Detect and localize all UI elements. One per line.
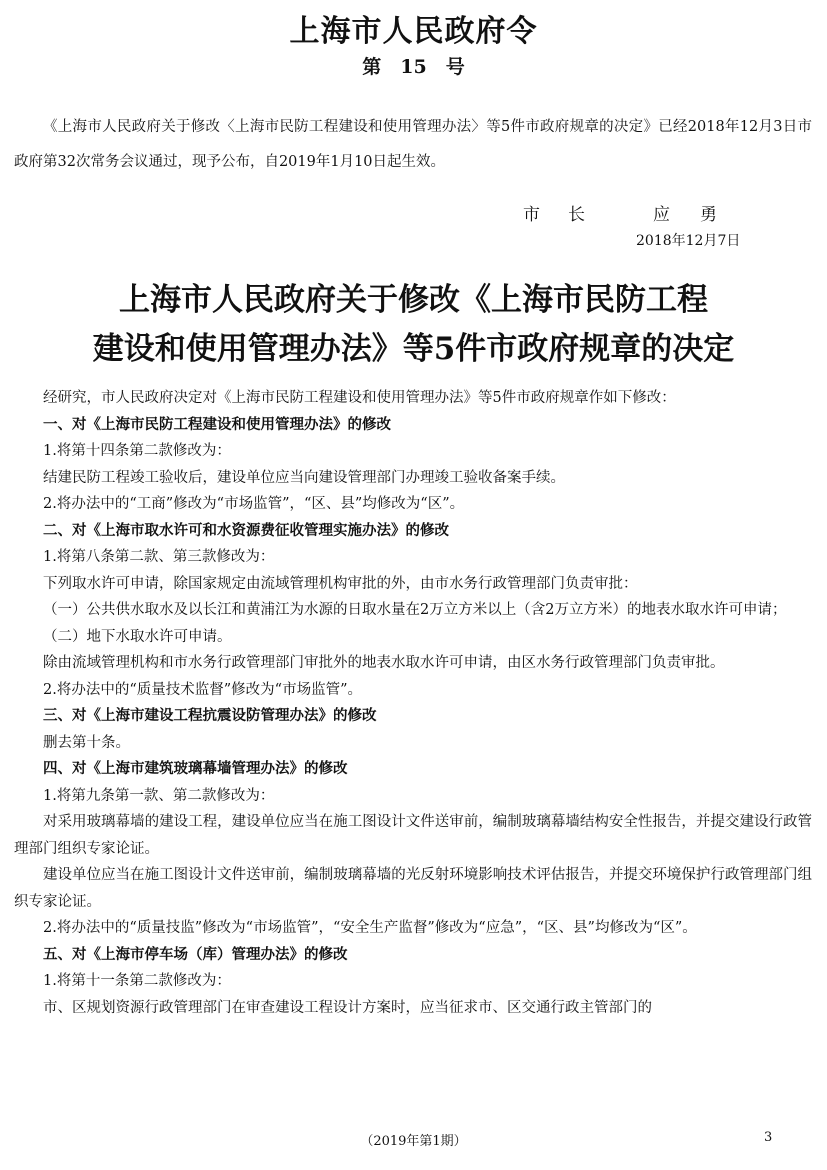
promulgation-paragraph: 《上海市人民政府关于修改〈上海市民防工程建设和使用管理办法〉等5件市政府规章的决定》已经2018年12月3日市政府第32次常务会议通过，现予公布，自2019年1月10日起生效。 (14, 119, 812, 170)
section-heading: 五、对《上海市停车场（库）管理办法》的修改 (43, 945, 348, 963)
decision-title (0, 276, 827, 374)
footer-issue: （2019年第1期） (360, 1134, 467, 1149)
signer-name: 应勇 (653, 205, 747, 225)
body-paragraph: 建设单位应当在施工图设计文件送审前，编制玻璃幕墙的光反射环境影响技术评估报告，并提交环境保护行政管理部门组织专家论证。 (14, 867, 812, 910)
body-paragraph: 1.将第十一条第二款修改为： (43, 973, 231, 989)
order-number: 第 15 号 (362, 56, 465, 78)
body-paragraph: 1.将第九条第一款、第二款修改为： (43, 787, 275, 804)
body-paragraph: 删去第十条。 (43, 734, 130, 751)
body-paragraph: （一）公共供水取水及以长江和黄浦江为水源的日取水量在2万立方米以上（含2万立方米）的地表水取水许可申请； (43, 602, 787, 618)
section-heading: 三、对《上海市建设工程抗震设防管理办法》的修改 (43, 707, 377, 724)
body-paragraph: 1.将第八条第二款、第三款修改为： (43, 549, 275, 565)
body-paragraph: 1.将第十四条第二款修改为： (43, 443, 231, 459)
body-paragraph: 2.将办法中的“工商”修改为“市场监管”，“区、县”均修改为“区”。 (43, 496, 465, 512)
page-number: 3 (764, 1130, 773, 1145)
signer-title: 市长 (523, 205, 613, 225)
body-paragraph: 经研究，市人民政府决定对《上海市民防工程建设和使用管理办法》等5件市政府规章作如下修改： (43, 390, 676, 406)
section-heading: 二、对《上海市取水许可和水资源费征收管理实施办法》的修改 (43, 521, 449, 539)
order-title: 上海市人民政府令 (289, 14, 538, 49)
decision-title-line: 上海市人民政府关于修改《上海市民防工程 (119, 282, 708, 318)
signature-block (523, 200, 747, 225)
body-paragraph: 除由流域管理机构和市水务行政管理部门审批外的地表水取水许可申请，由区水务行政管理部门负责审批。 (43, 655, 725, 671)
section-heading: 四、对《上海市建筑玻璃幕墙管理办法》的修改 (43, 760, 348, 777)
body-paragraph: 下列取水许可申请，除国家规定由流域管理机构审批的外，由市水务行政管理部门负责审批： (43, 575, 638, 592)
section-heading: 一、对《上海市民防工程建设和使用管理办法》的修改 (43, 415, 391, 433)
body-paragraph: 2.将办法中的“质量技术监督”修改为“市场监管”。 (43, 681, 362, 698)
body-paragraph: 市、区规划资源行政管理部门在审查建设工程设计方案时，应当征求市、区交通行政主管部门的 (43, 999, 652, 1016)
decision-title-line: 建设和使用管理办法》等5件市政府规章的决定 (92, 331, 735, 367)
body-paragraph: 结建民防工程竣工验收后，建设单位应当向建设管理部门办理竣工验收备案手续。 (43, 469, 565, 486)
body-paragraph: （二）地下水取水许可申请。 (43, 628, 232, 645)
body-paragraph: 对采用玻璃幕墙的建设工程，建设单位应当在施工图设计文件送审前，编制玻璃幕墙结构安全性报告，并提交建设行政管理部门组织专家论证。 (14, 814, 812, 857)
signature-date: 2018年12月7日 (636, 233, 741, 249)
body-paragraph: 2.将办法中的“质量技监”修改为“市场监管”，“安全生产监督”修改为“应急”，“区、县”均修改为“区”。 (43, 920, 697, 936)
decision-body (14, 385, 812, 1021)
